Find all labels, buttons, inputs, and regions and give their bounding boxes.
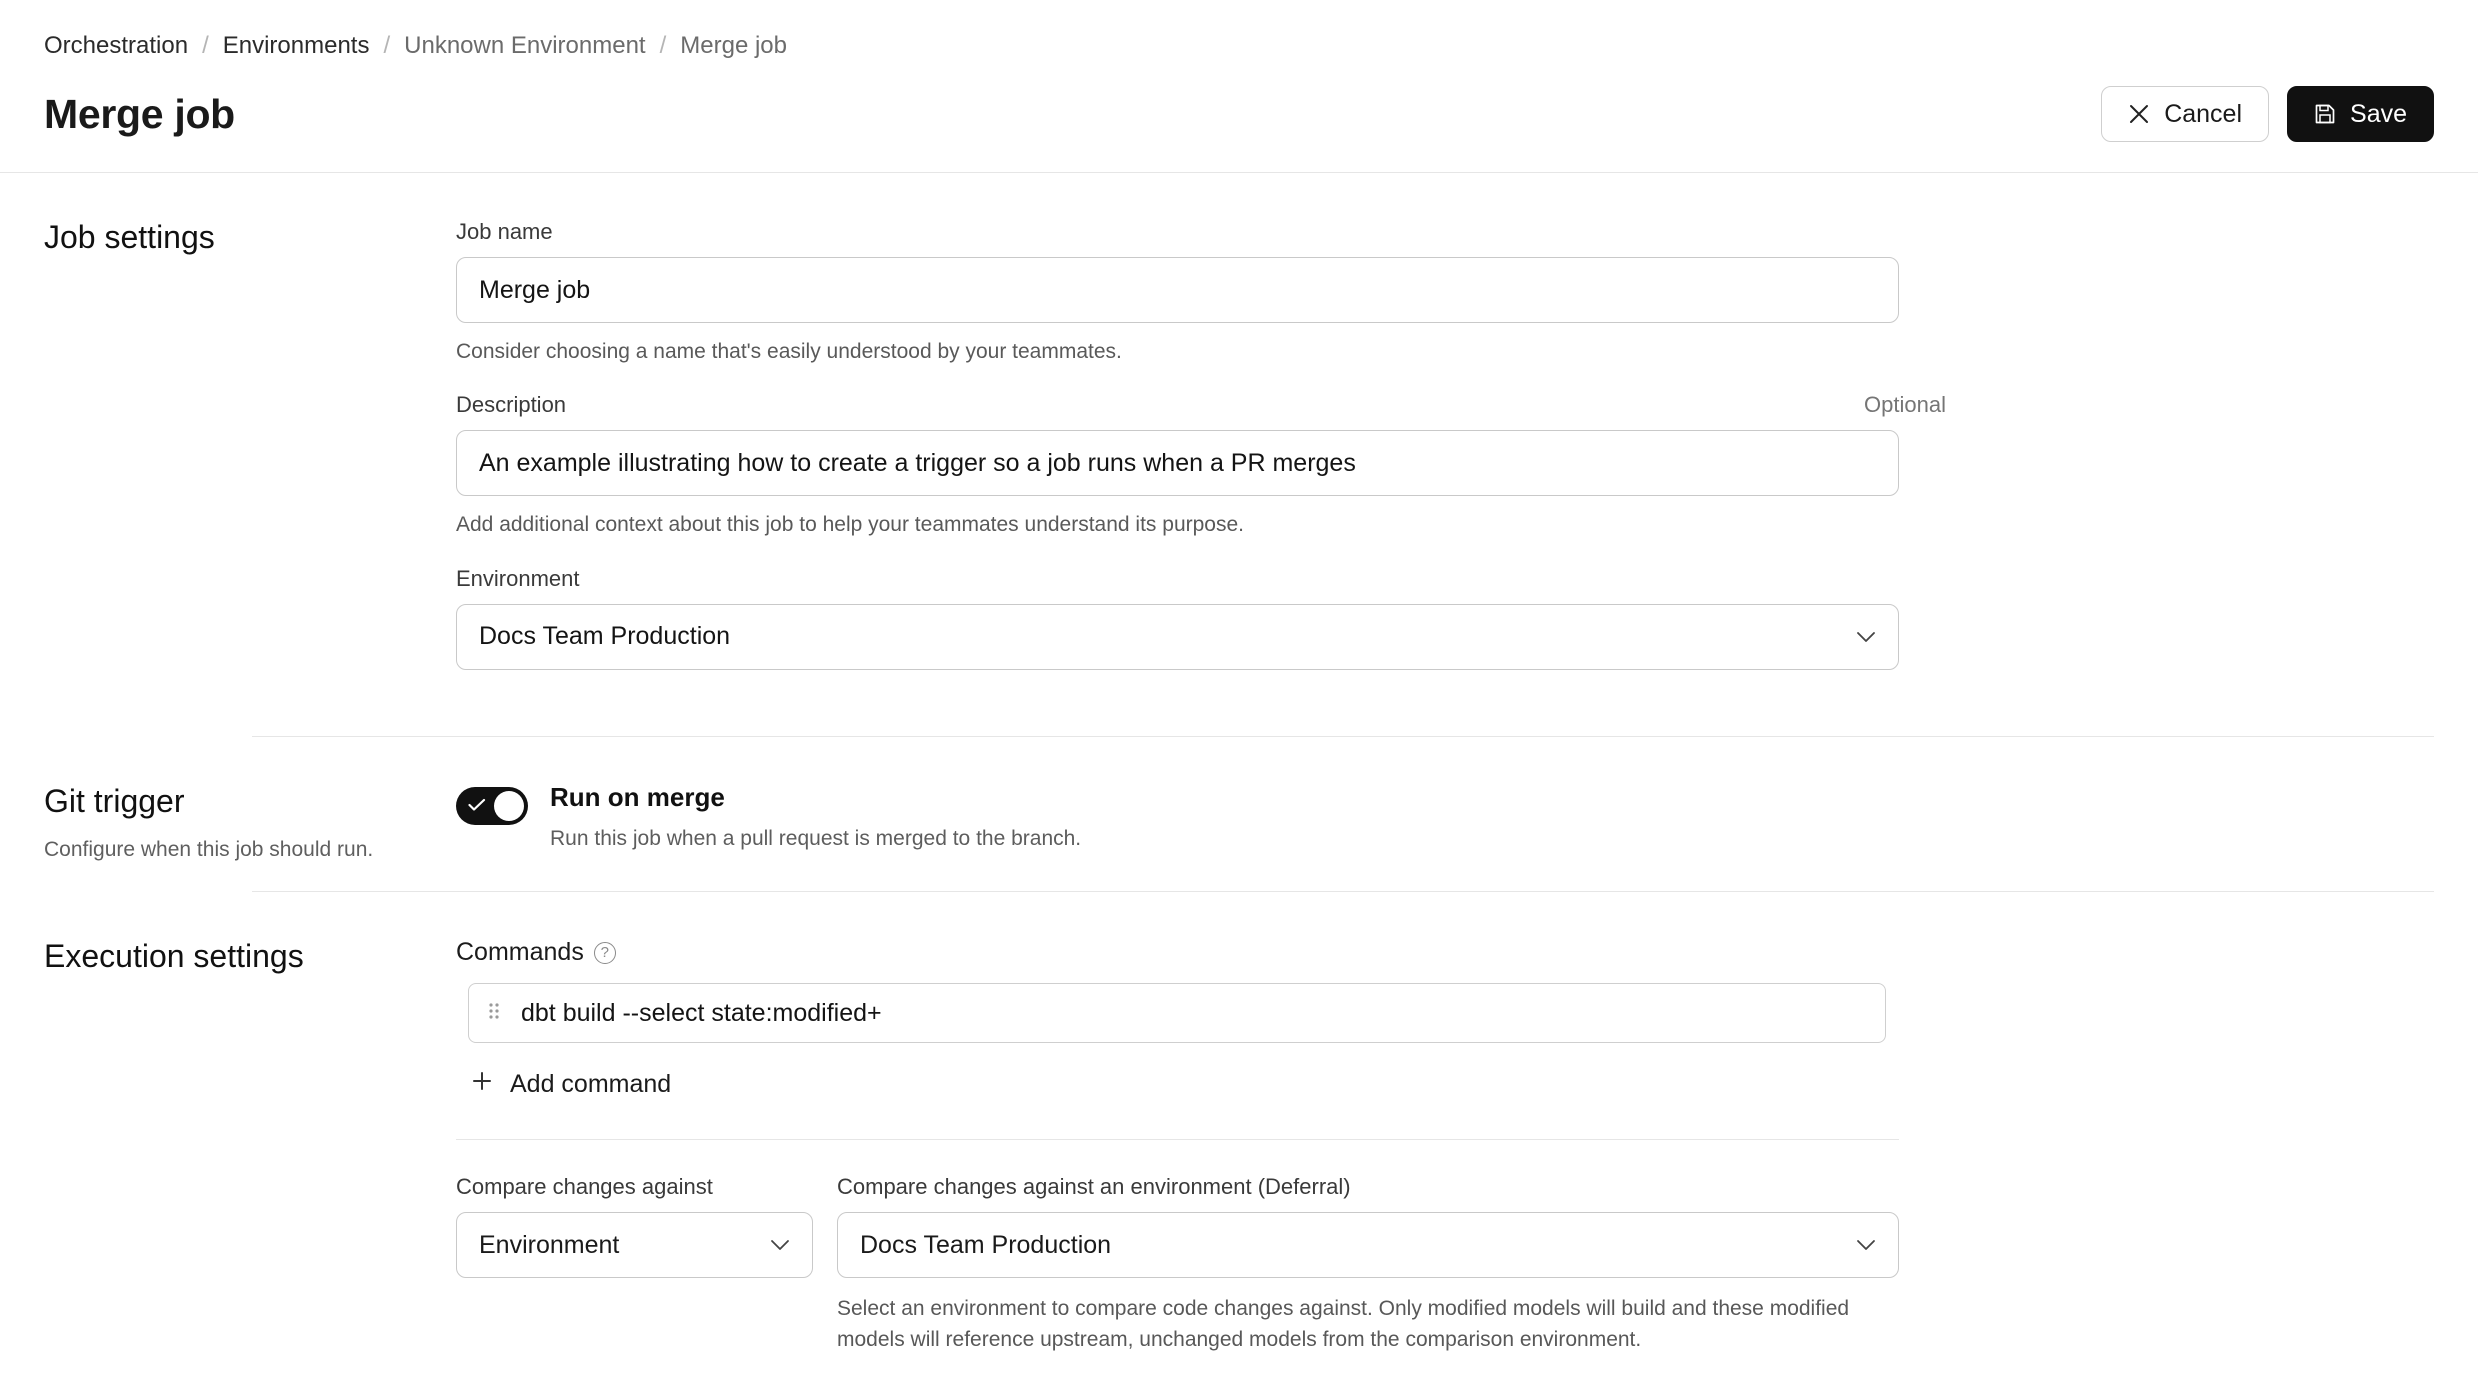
chevron-down-icon — [770, 1236, 790, 1254]
command-input[interactable]: dbt build --select state:modified+ — [521, 998, 882, 1027]
job-form — [0, 173, 2478, 1395]
commands-label-row — [456, 938, 1946, 967]
breadcrumb-separator: / — [659, 32, 667, 59]
breadcrumb-item-unknown-environment[interactable]: Unknown Environment — [404, 32, 646, 59]
cancel-button[interactable] — [2101, 86, 2269, 142]
environment-label: Environment — [456, 565, 580, 591]
breadcrumb-item-orchestration[interactable]: Orchestration — [44, 32, 189, 59]
save-button[interactable] — [2287, 86, 2434, 142]
section-git-trigger-heading: Git trigger — [44, 782, 185, 819]
compare-environment-value: Docs Team Production — [860, 1230, 1112, 1259]
page-title: Merge job — [44, 90, 235, 137]
compare-environment-field — [837, 1174, 1946, 1355]
drag-handle-icon[interactable] — [487, 1000, 501, 1026]
command-row[interactable] — [468, 983, 1886, 1043]
breadcrumb — [0, 0, 2478, 58]
save-button-label: Save — [2350, 99, 2407, 128]
job-name-field — [456, 219, 1946, 366]
environment-field — [456, 566, 1946, 670]
description-input[interactable] — [456, 430, 1899, 496]
run-on-merge-row — [456, 783, 1946, 852]
section-execution-settings-right — [456, 892, 1946, 1395]
description-value: An example illustrating how to create a trigger so a job runs when a PR merges — [479, 448, 1356, 477]
job-name-input[interactable] — [456, 257, 1899, 323]
section-execution-settings-left — [44, 892, 456, 1395]
description-label: Description — [456, 392, 567, 418]
section-git-trigger-subtext: Configure when this job should run. — [44, 837, 374, 861]
compare-environment-help: Select an environment to compare code changes against. Only modified models will build and these modified models will reference upstream, unchanged models from the comparison environment. — [837, 1297, 1850, 1351]
section-job-settings-left — [44, 173, 456, 736]
commands-label: Commands — [456, 938, 584, 967]
environment-select[interactable] — [456, 604, 1899, 670]
chevron-down-icon — [1856, 1236, 1876, 1254]
description-optional-badge: Optional — [1864, 392, 1946, 418]
compare-against-select[interactable] — [456, 1212, 813, 1278]
compare-against-label: Compare changes against — [456, 1174, 713, 1200]
compare-environment-label: Compare changes against an environment (Deferral) — [837, 1174, 1351, 1200]
execution-inner-divider — [456, 1139, 1899, 1140]
section-job-settings — [0, 173, 2478, 736]
breadcrumb-separator: / — [202, 32, 209, 59]
section-job-settings-heading: Job settings — [44, 219, 215, 255]
run-on-merge-label: Run on merge — [550, 781, 725, 812]
compare-environment-select[interactable] — [837, 1212, 1899, 1278]
section-job-settings-right — [456, 173, 1946, 736]
plus-icon — [470, 1069, 494, 1099]
description-help: Add additional context about this job to help your teammates understand its purpose. — [456, 513, 1244, 537]
job-name-label: Job name — [456, 219, 553, 244]
chevron-down-icon — [1856, 628, 1876, 646]
breadcrumb-item-merge-job[interactable]: Merge job — [680, 32, 787, 59]
header-actions — [2101, 86, 2434, 142]
section-execution-settings-heading: Execution settings — [44, 938, 304, 975]
toggle-knob — [494, 791, 524, 821]
page-header — [0, 58, 2478, 173]
close-icon — [2128, 103, 2150, 125]
section-execution-settings — [0, 892, 2478, 1395]
breadcrumb-separator: / — [383, 32, 391, 59]
section-git-trigger-left — [44, 737, 456, 892]
compare-against-field — [456, 1174, 813, 1278]
help-circle-icon[interactable]: ? — [594, 942, 616, 964]
environment-value: Docs Team Production — [479, 622, 731, 651]
save-disk-icon — [2314, 103, 2336, 125]
add-command-label: Add command — [510, 1069, 672, 1098]
job-name-value: Merge job — [479, 275, 591, 304]
check-icon — [468, 798, 486, 817]
section-git-trigger-right — [456, 737, 1946, 892]
compare-against-value: Environment — [479, 1230, 620, 1259]
compare-changes-row — [456, 1174, 1946, 1355]
description-label-row — [456, 392, 1946, 430]
cancel-button-label: Cancel — [2164, 99, 2243, 128]
job-name-help: Consider choosing a name that's easily understood by your teammates. — [456, 340, 1122, 363]
run-on-merge-toggle[interactable] — [456, 787, 528, 825]
section-git-trigger — [0, 737, 2478, 892]
run-on-merge-help: Run this job when a pull request is merged to the branch. — [550, 827, 1082, 851]
description-field — [456, 392, 1946, 539]
run-on-merge-text — [550, 783, 1081, 852]
breadcrumb-item-environments[interactable]: Environments — [222, 32, 370, 59]
add-command-button[interactable] — [470, 1069, 671, 1099]
